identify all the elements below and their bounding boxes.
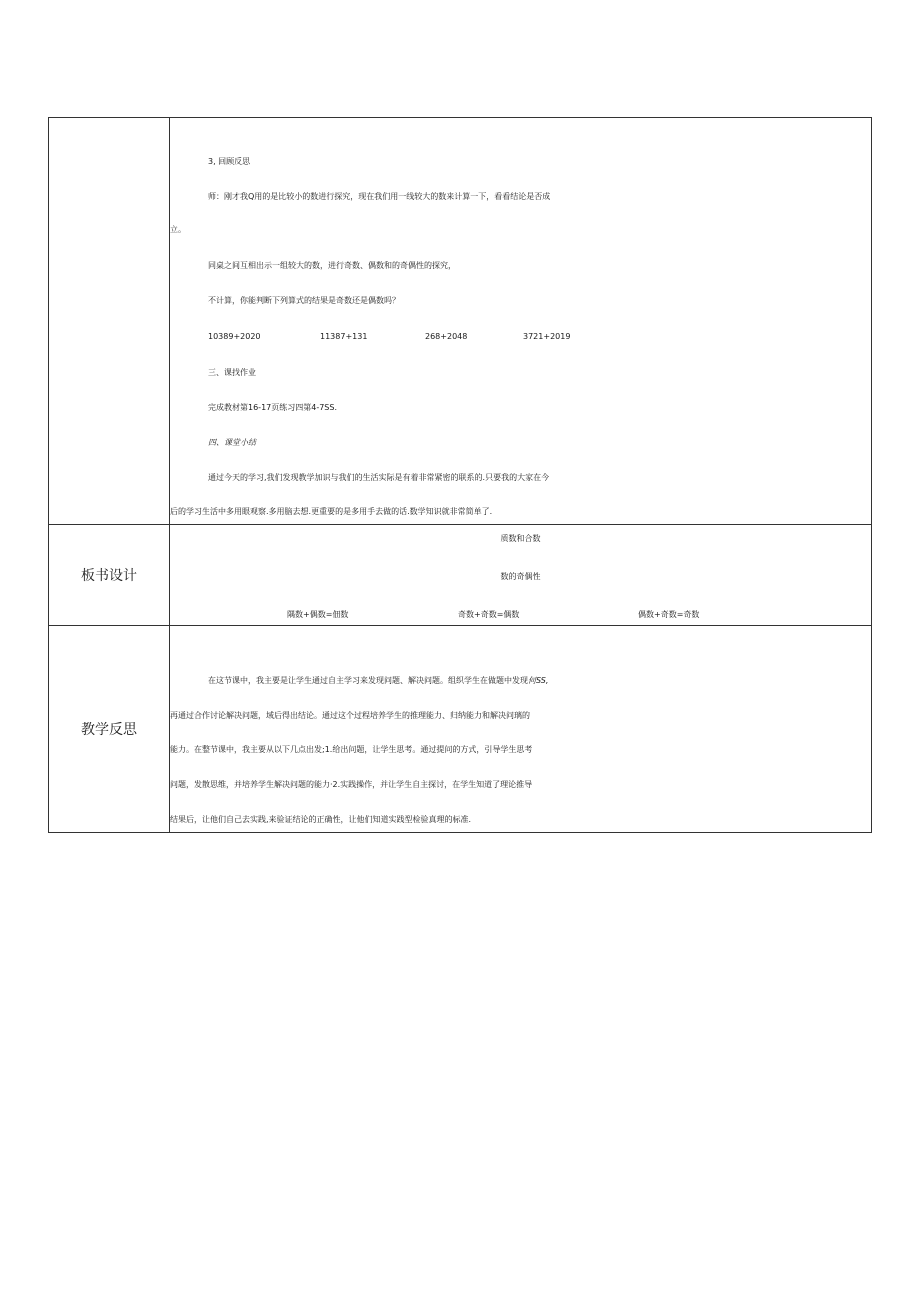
process-row bbox=[49, 118, 872, 525]
question-line: 不计算，你能判断下列算式的结果是奇数还是偶数吗？ bbox=[208, 296, 400, 305]
reflection-line-3: 能力。在整节课中，我主要从以下几点出发;1.给出问题，让学生思考。通过提问的方式，引导学生思考 bbox=[170, 745, 533, 754]
board-row bbox=[49, 525, 872, 626]
calc-item: 11387+131 bbox=[320, 332, 368, 341]
review-heading: 3, 回顾反思 bbox=[208, 157, 251, 166]
board-rule-1: 隅数+偶数=佃数 bbox=[287, 610, 349, 619]
teacher-line-1: 师：刚才我Q用的是比较小的数进行探究，现在我们用一线较大的数来计算一下，看看结论是否成 bbox=[208, 192, 551, 201]
summary-line-2: 后的学习生活中多用眼观察.多用脑去想.更重要的是多用手去做的话.数学知识就非常简单了. bbox=[170, 507, 493, 516]
reflection-line-1 bbox=[170, 675, 871, 686]
teacher-line-2: 立。 bbox=[170, 225, 186, 234]
reflection-label: 教学反思 bbox=[49, 626, 170, 833]
process-label-cell bbox=[49, 118, 170, 525]
board-rule-3: 偶数+奇数=奇数 bbox=[638, 610, 700, 619]
calc-item: 268+2048 bbox=[425, 332, 468, 341]
reflection-content-cell bbox=[170, 626, 872, 833]
calc-item: 3721+2019 bbox=[523, 332, 571, 341]
board-content-cell bbox=[170, 525, 872, 626]
board-title-1: 质数和合数 bbox=[500, 534, 541, 543]
board-rule-2: 奇数+奇数=偶数 bbox=[458, 610, 520, 619]
reflection-line-5: 结果后，让他们自己去实践,来验证结论的正确性，让他们知道实践型检验真理的标准. bbox=[170, 815, 472, 824]
board-label: 板书设计 bbox=[49, 525, 170, 626]
reflection-line-1-tail: 何SS, bbox=[528, 676, 549, 685]
board-title-2: 数的奇偶性 bbox=[500, 572, 541, 581]
summary-heading: 四、课堂小结 bbox=[208, 438, 256, 447]
pair-line: 同桌之间互相出示一组较大的数，进行奇数、偶数和的奇偶性的探究， bbox=[208, 261, 456, 270]
summary-line-1: 通过今天的学习,我们发现教学加识与我们的生活实际是有着非常紧密的联系的.只要我的大家在今 bbox=[208, 473, 550, 482]
reflection-line-2: 再通过合作讨论解决问题，域后得出结论。通过这个过程培养学生的推理能力、归纳能力和解决问璃的 bbox=[170, 711, 530, 720]
calc-list bbox=[170, 332, 871, 341]
lesson-table bbox=[48, 117, 872, 833]
homework-heading: 三、课找作业 bbox=[208, 368, 256, 377]
process-content-cell bbox=[170, 118, 872, 525]
reflection-line-4: 问题，发散思维，并培养学生解决问题的能力·2.实践操作，并让学生自主探讨，在学生知道了理论推导 bbox=[170, 780, 533, 789]
reflection-row bbox=[49, 626, 872, 833]
reflection-line-1-text: 在这节课中，我主要是让学生通过自主学习来发现问题、解决问题。组织学生在做题中发现 bbox=[208, 676, 528, 685]
calc-item: 10389+2020 bbox=[208, 332, 261, 341]
homework-text: 完成教材第16-17页练习四第4-7SS. bbox=[208, 403, 338, 412]
